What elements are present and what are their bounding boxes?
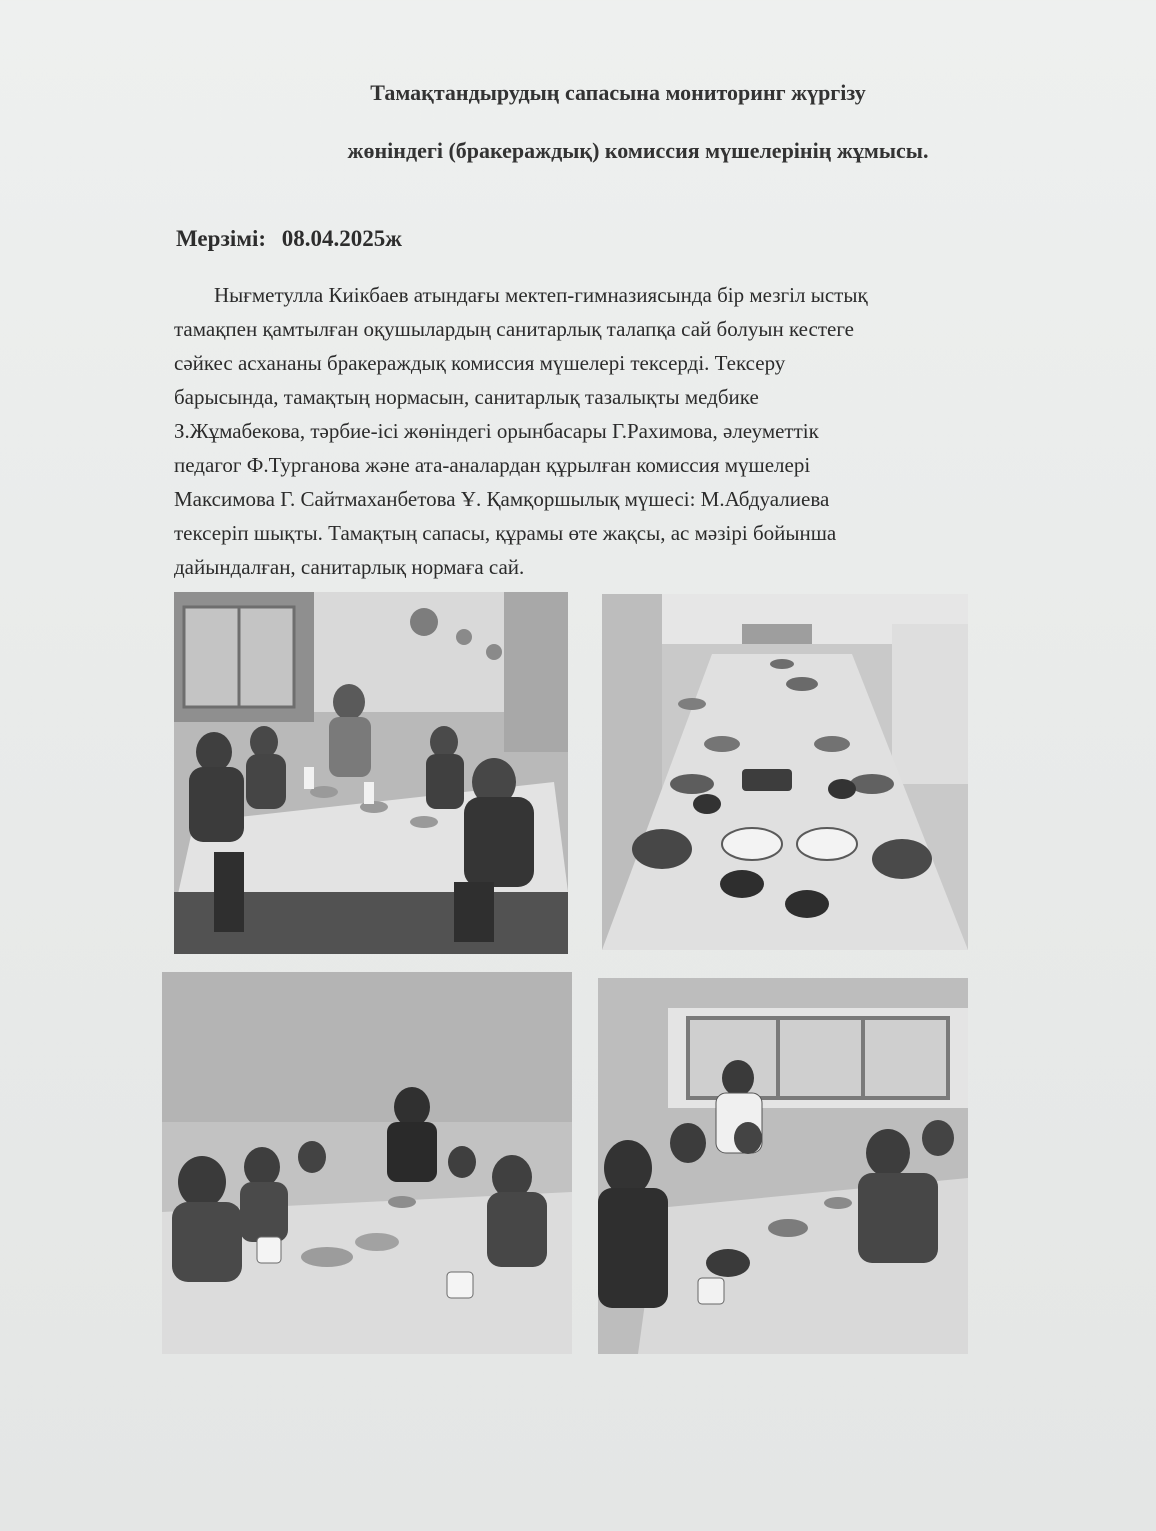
body-line: педагог Ф.Турганова және ата-аналардан құрылған комиссия мүшелері (174, 453, 811, 477)
body-line: барысында, тамақтың нормасын, санитарлық тазалықты медбике (174, 385, 759, 409)
photo-dining-children-2 (162, 972, 572, 1354)
date-label: Мерзімі: (176, 226, 267, 251)
document-title-line-1: Тамақтандырудың сапасына мониторинг жүргізу (370, 80, 866, 105)
body-line: тексеріп шықты. Тамақтың сапасы, құрамы өте жақсы, ас мәзірі бойынша (174, 521, 837, 545)
photo-dining-children-3 (598, 978, 968, 1354)
body-line: Максимова Г. Сайтмаханбетова Ұ. Қамқоршылық мүшесі: М.Абдуалиева (174, 487, 830, 511)
body-line: сәйкес асхананы бракераждық комиссия мүшелері тексерді. Тексеру (174, 351, 786, 375)
photo-dining-children-1 (174, 592, 568, 954)
body-paragraph (174, 278, 1034, 584)
body-line: тамақпен қамтылған оқушылардың санитарлық талапқа сай болуын кестеге (174, 317, 854, 341)
date-value: 08.04.2025ж (281, 226, 402, 251)
photo-table-setting (602, 594, 968, 950)
date-line (176, 226, 402, 252)
body-line: дайындалған, санитарлық нормаға сай. (174, 555, 525, 579)
document-title-line-2: жөніндегі (бракераждық) комиссия мүшелерінің жұмысы. (347, 138, 929, 163)
body-line: Нығметулла Киікбаев атындағы мектеп-гимназиясында бір мезгіл ыстық (214, 283, 868, 307)
body-line: З.Жұмабекова, тәрбие-ісі жөніндегі орынбасары Г.Рахимова, әлеуметтік (174, 419, 819, 443)
